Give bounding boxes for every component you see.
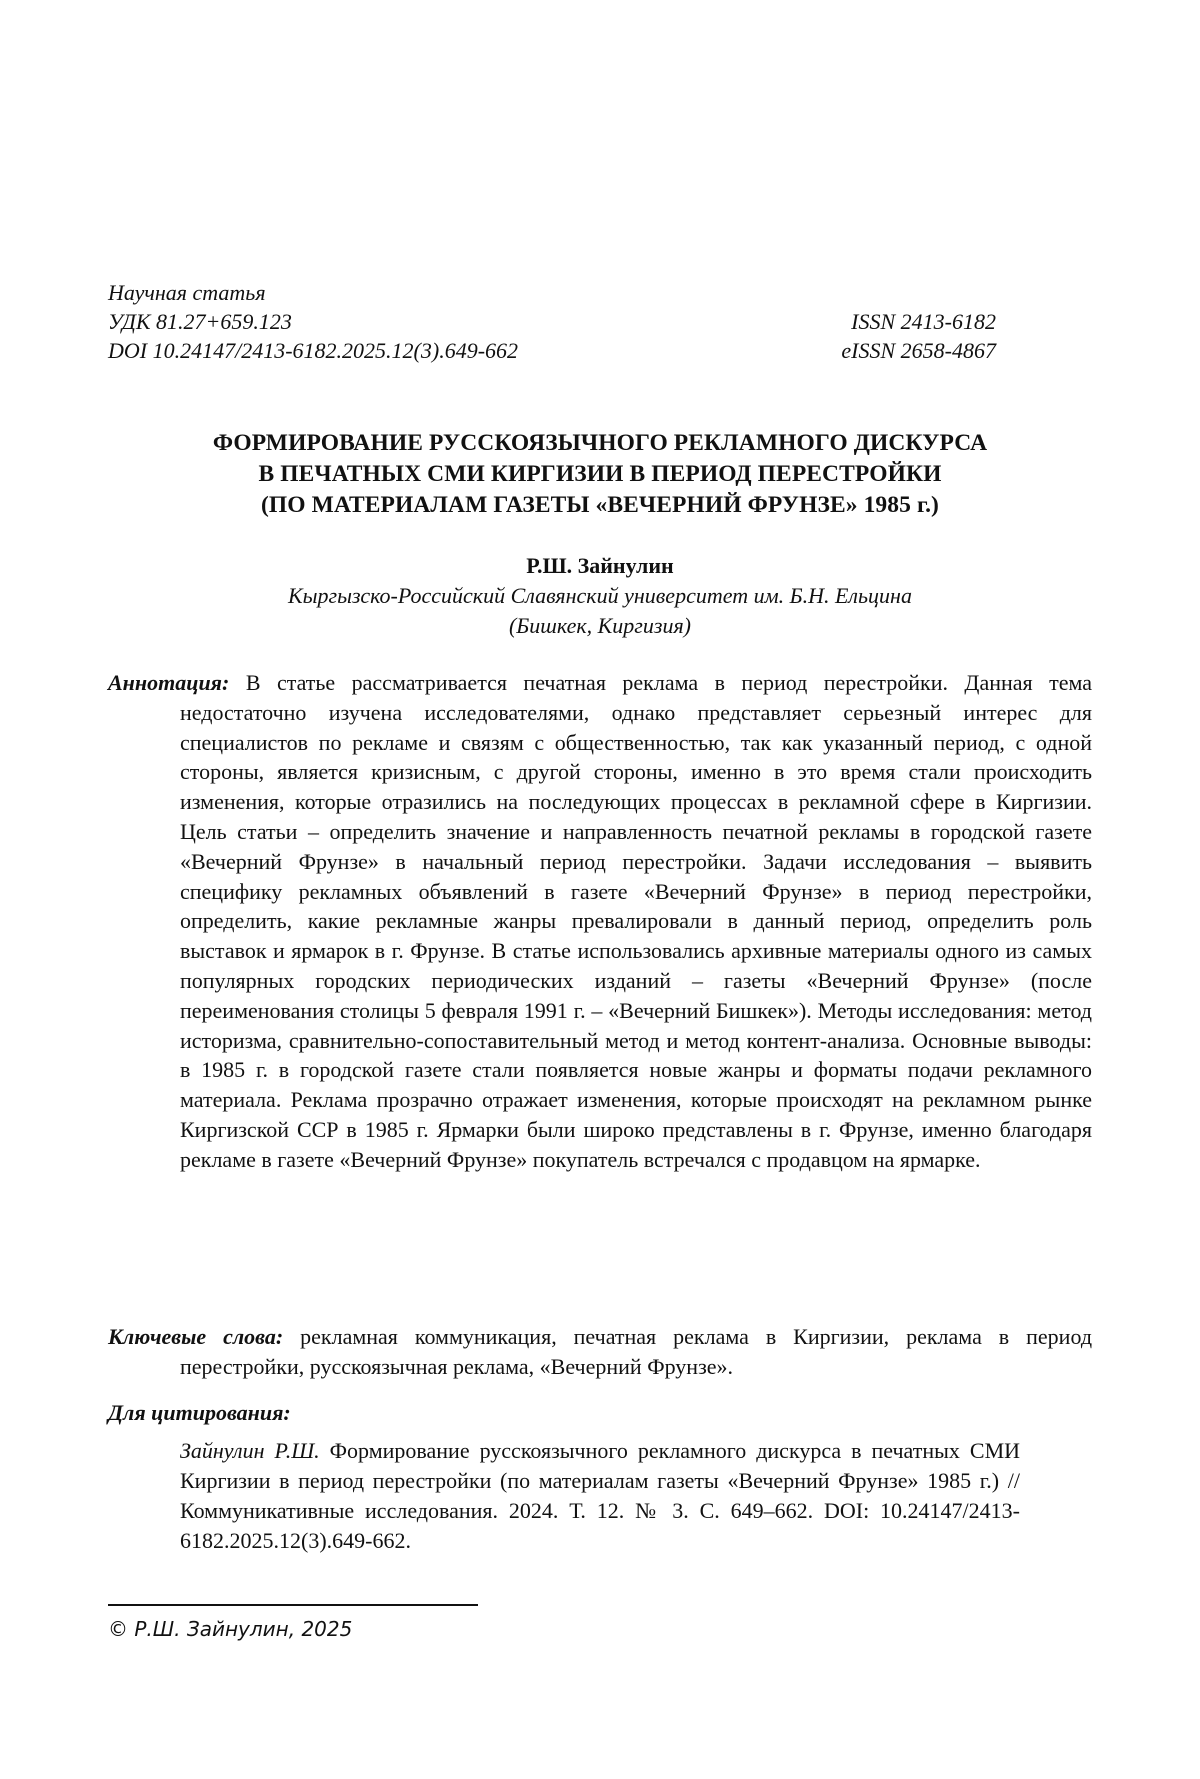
udk-code: УДК 81.27+659.123 xyxy=(108,309,292,334)
abstract xyxy=(108,668,1092,1175)
affiliation-line-2: (Бишкек, Киргизия) xyxy=(508,613,692,638)
footnote-divider xyxy=(108,1604,478,1606)
citation-text: Формирование русскоязычного рекламного дискурса в печатных СМИ Киргизии в период перестройки (по материалам газеты «Вечерний Фрунзе» 1985 г.) // Коммуникативные исследования. 2024. Т. 12. № 3. С. 649–662. DOI: 10.24147/2413-6182.2025.12(3).649-662. xyxy=(180,1438,1021,1553)
copyright-notice: © Р.Ш. Зайнулин, 2025 xyxy=(108,1617,353,1641)
keywords-label: Ключевые слова: xyxy=(108,1324,284,1349)
affiliation-line-1: Кыргызско-Российский Славянский университет им. Б.Н. Ельцина xyxy=(288,583,912,608)
author-name: Р.Ш. Зайнулин xyxy=(526,553,674,578)
article-type: Научная статья xyxy=(108,280,266,305)
article-title xyxy=(108,428,1092,521)
article-meta xyxy=(108,278,996,365)
title-line-3: (ПО МАТЕРИАЛАМ ГАЗЕТЫ «ВЕЧЕРНИЙ ФРУНЗЕ» 1985 г.) xyxy=(261,492,939,518)
abstract-label: Аннотация: xyxy=(108,670,230,695)
doi: DOI 10.24147/2413-6182.2025.12(3).649-662 xyxy=(108,338,519,363)
citation xyxy=(180,1436,1020,1556)
keywords xyxy=(108,1322,1092,1382)
abstract-text: В статье рассматривается печатная реклама в период перестройки. Данная тема недостаточно изучена исследователями, однако представляет серьезный интерес для специалистов по рекламе и связям с общественностью, так как указанный период, с одной стороны, является кризисным, с другой стороны, именно в это время стали происходить изменения, которые отразились на последующих процессах в рекламной сфере в Киргизии. Цель статьи – определить значение и направленность печатной рекламы в городской газете «Вечерний Фрунзе» в начальный период перестройки. Задачи исследования – выявить специфику рекламных объявлений в газете «Вечерний Фрунзе» в период перестройки, определить, какие рекламные жанры превалировали в данный период, определить роль выставок и ярмарок в г. Фрунзе. В статье использовались архивные материалы одного из самых популярных городских периодических изданий – газеты «Вечерний Фрунзе» (после переименования столицы 5 февраля 1991 г. – «Вечерний Бишкек»). Методы исследования: метод историзма, сравнительно-сопоставительный метод и метод контент-анализа. Основные выводы: в 1985 г. в городской газете стали появляется новые жанры и форматы подачи рекламного материала. Реклама прозрачно отражает изменения, которые происходят на рекламном рынке Киргизской ССР в 1985 г. Ярмарки были широко представлены в г. Фрунзе, именно благодаря рекламе в газете «Вечерний Фрунзе» покупатель встречался с продавцом на ярмарке. xyxy=(180,670,1093,1172)
eissn: eISSN 2658-4867 xyxy=(841,338,996,363)
citation-author: Зайнулин Р.Ш. xyxy=(180,1438,320,1463)
keywords-text: рекламная коммуникация, печатная реклама в Киргизии, реклама в период перестройки, русскоязычная реклама, «Вечерний Фрунзе». xyxy=(180,1324,1093,1379)
citation-label: Для цитирования: xyxy=(108,1400,291,1425)
issn: ISSN 2413-6182 xyxy=(851,309,996,334)
author-affiliation xyxy=(0,581,1200,641)
title-line-2: В ПЕЧАТНЫХ СМИ КИРГИЗИИ В ПЕРИОД ПЕРЕСТРОЙКИ xyxy=(258,461,942,487)
title-line-1: ФОРМИРОВАНИЕ РУССКОЯЗЫЧНОГО РЕКЛАМНОГО ДИСКУРСА xyxy=(212,430,988,456)
